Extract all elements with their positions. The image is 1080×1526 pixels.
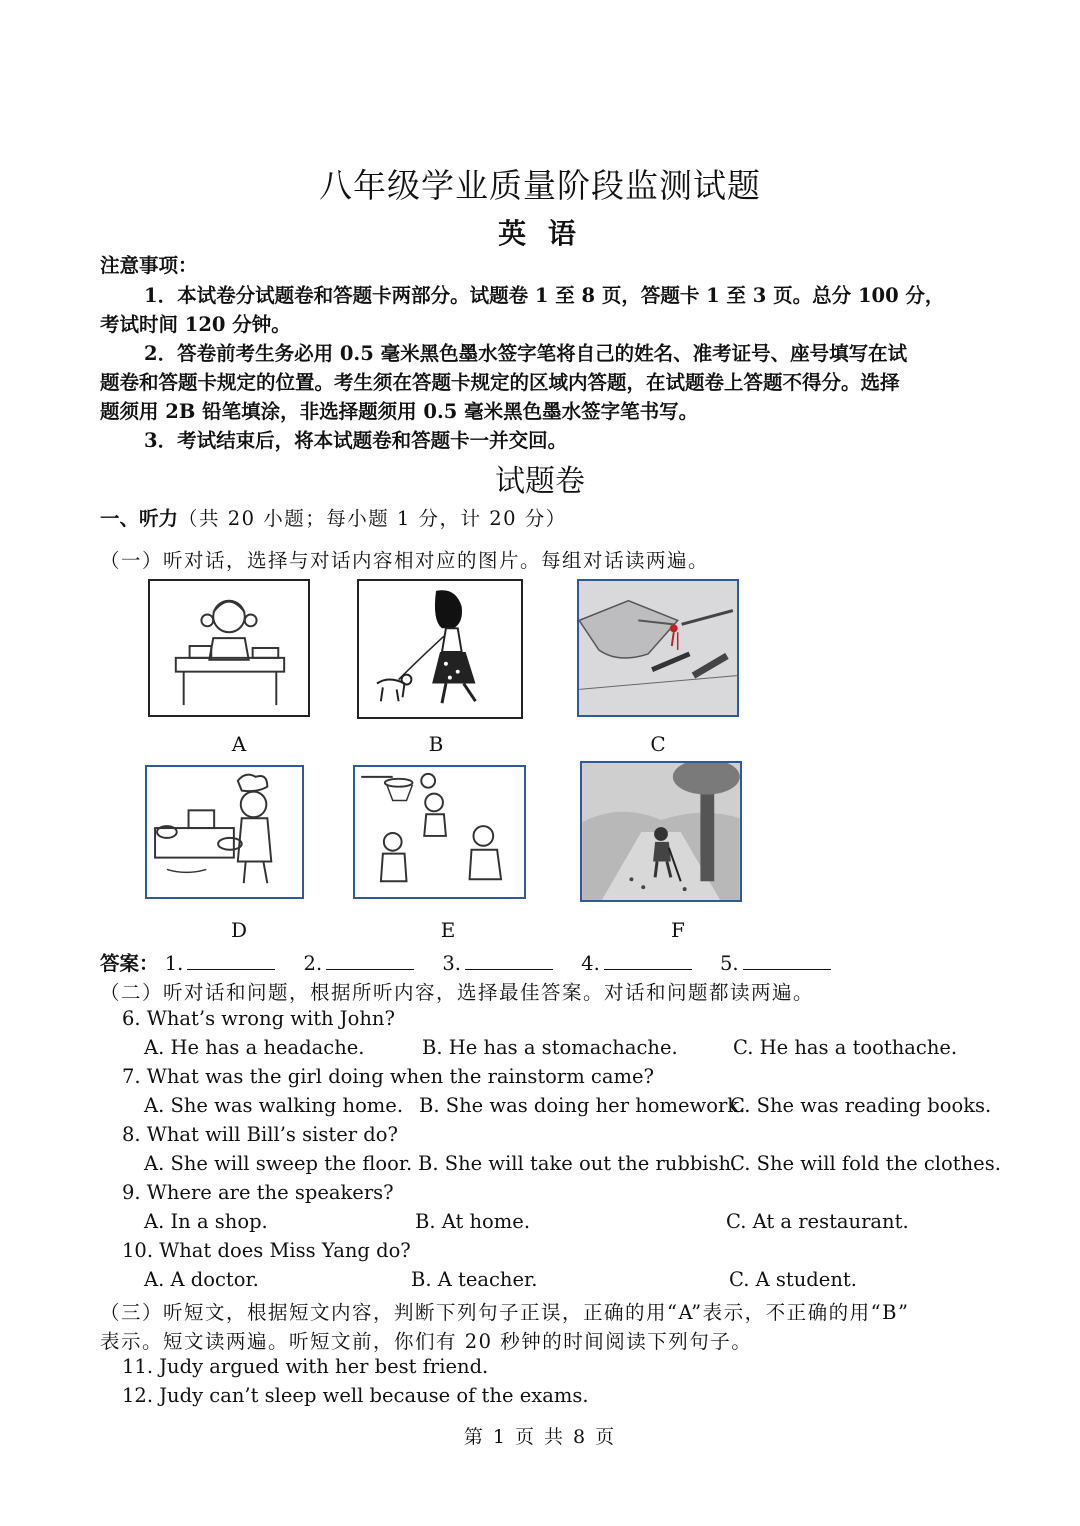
answer-blank-5[interactable] (743, 951, 831, 970)
notice-line-2c: 题须用 2B 铅笔填涂，非选择题须用 0.5 毫米黑色墨水签字笔书写。 (100, 400, 699, 423)
picture-e-kids-basketball (353, 765, 526, 899)
question-8-option-b: B. She will take out the rubbish. (418, 1152, 738, 1175)
question-6-option-b: B. He has a stomachache. (422, 1036, 678, 1059)
page-footer: 第 1 页 共 8 页 (463, 1426, 617, 1448)
question-9-option-c: C. At a restaurant. (726, 1210, 909, 1233)
notice-line-2b: 题卷和答题卡规定的位置。考生须在答题卡规定的区域内答题，在试题卷上答题不得分。选择 (100, 371, 900, 394)
answer-number-2: 2. (303, 952, 323, 975)
picture-label-a: A (231, 732, 247, 756)
question-6-option-a: A. He has a headache. (144, 1036, 365, 1059)
picture-c-cut-finger (577, 579, 739, 717)
question-6: 6. What’s wrong with John? (122, 1007, 395, 1030)
question-9: 9. Where are the speakers? (122, 1181, 394, 1204)
notice-line-1: 1．本试卷分试题卷和答题卡两部分。试题卷 1 至 8 页，答题卡 1 至 3 页。总分 100 分， (144, 284, 945, 307)
picture-label-b: B (428, 732, 444, 756)
section-title: 试题卷 (495, 464, 585, 499)
question-7-option-c: C. She was reading books. (730, 1094, 992, 1117)
kids-basketball-illustration (355, 767, 524, 897)
answer-colon: ： (139, 952, 159, 975)
girl-walking-dog-illustration (359, 581, 521, 717)
notice-line-3: 3．考试结束后，将本试题卷和答题卡一并交回。 (144, 429, 568, 452)
question-10-option-b: B. A teacher. (411, 1268, 538, 1291)
picture-d-boy-cooking (145, 765, 304, 899)
part1-heading (100, 503, 567, 531)
part1-sub2: （二）听对话和问题，根据所听内容，选择最佳答案。对话和问题都读两遍。 (100, 981, 815, 1004)
question-7-option-a: A. She was walking home. (144, 1094, 404, 1117)
cut-finger-illustration (579, 581, 737, 715)
answer-number-4: 4. (581, 952, 600, 975)
boy-sweeping-illustration (582, 763, 740, 900)
answer-row (100, 948, 831, 976)
picture-b-girl-walking-dog (357, 579, 523, 719)
question-10-option-a: A. A doctor. (144, 1268, 259, 1291)
question-8: 8. What will Bill’s sister do? (122, 1123, 398, 1146)
statement-11: 11. Judy argued with her best friend. (122, 1355, 489, 1378)
question-7-option-b: B. She was doing her homework. (419, 1094, 746, 1117)
notice-line-1b: 考试时间 120 分钟。 (100, 313, 291, 336)
answer-blank-3[interactable] (465, 951, 553, 970)
notice-line-2: 2．答卷前考生务必用 0.5 毫米黑色墨水签字笔将自己的姓名、准考证号、座号填写在试 (144, 342, 908, 365)
notice-heading: 注意事项： (100, 254, 198, 277)
question-9-option-a: A. In a shop. (144, 1210, 268, 1233)
answer-number-1: 1. (164, 952, 184, 975)
question-8-option-a: A. She will sweep the floor. (144, 1152, 413, 1175)
picture-label-c: C (650, 732, 666, 756)
question-10-option-c: C. A student. (729, 1268, 857, 1291)
part1-sub3-line-2: 表示。短文读两遍。听短文前，你们有 20 秒钟的时间阅读下列句子。 (100, 1330, 753, 1353)
answer-blank-4[interactable] (604, 951, 692, 970)
statement-12: 12. Judy can’t sleep well because of the exams. (122, 1384, 589, 1407)
picture-f-boy-sweeping-leaves (580, 761, 742, 902)
picture-label-d: D (230, 918, 248, 942)
girl-studying-illustration (150, 581, 308, 715)
part1-sub1: （一）听对话，选择与对话内容相对应的图片。每组对话读两遍。 (100, 549, 710, 572)
answer-blank-2[interactable] (326, 951, 414, 970)
picture-label-e: E (440, 918, 456, 942)
part1-sub3-line-1: （三）听短文，根据短文内容，判断下列句子正误，正确的用“A”表示，不正确的用“B” (100, 1301, 910, 1324)
question-8-option-c: C. She will fold the clothes. (730, 1152, 1001, 1175)
part1-heading-bold: 一、听力 (100, 507, 179, 530)
exam-title: 八年级学业质量阶段监测试题 (319, 166, 761, 205)
answer-number-5: 5. (719, 952, 739, 975)
answer-blank-1[interactable] (187, 951, 275, 970)
picture-label-f: F (671, 918, 685, 942)
question-7: 7. What was the girl doing when the rainstorm came? (122, 1065, 654, 1088)
answer-label: 答案 (100, 952, 140, 975)
boy-cooking-illustration (147, 767, 302, 897)
picture-a-girl-studying (148, 579, 310, 717)
part1-heading-rest: （共 20 小题；每小题 1 分，计 20 分） (178, 507, 567, 530)
question-10: 10. What does Miss Yang do? (122, 1239, 411, 1262)
exam-subject: 英 语 (498, 217, 582, 250)
question-9-option-b: B. At home. (415, 1210, 531, 1233)
answer-number-3: 3. (442, 952, 461, 975)
question-6-option-c: C. He has a toothache. (733, 1036, 958, 1059)
